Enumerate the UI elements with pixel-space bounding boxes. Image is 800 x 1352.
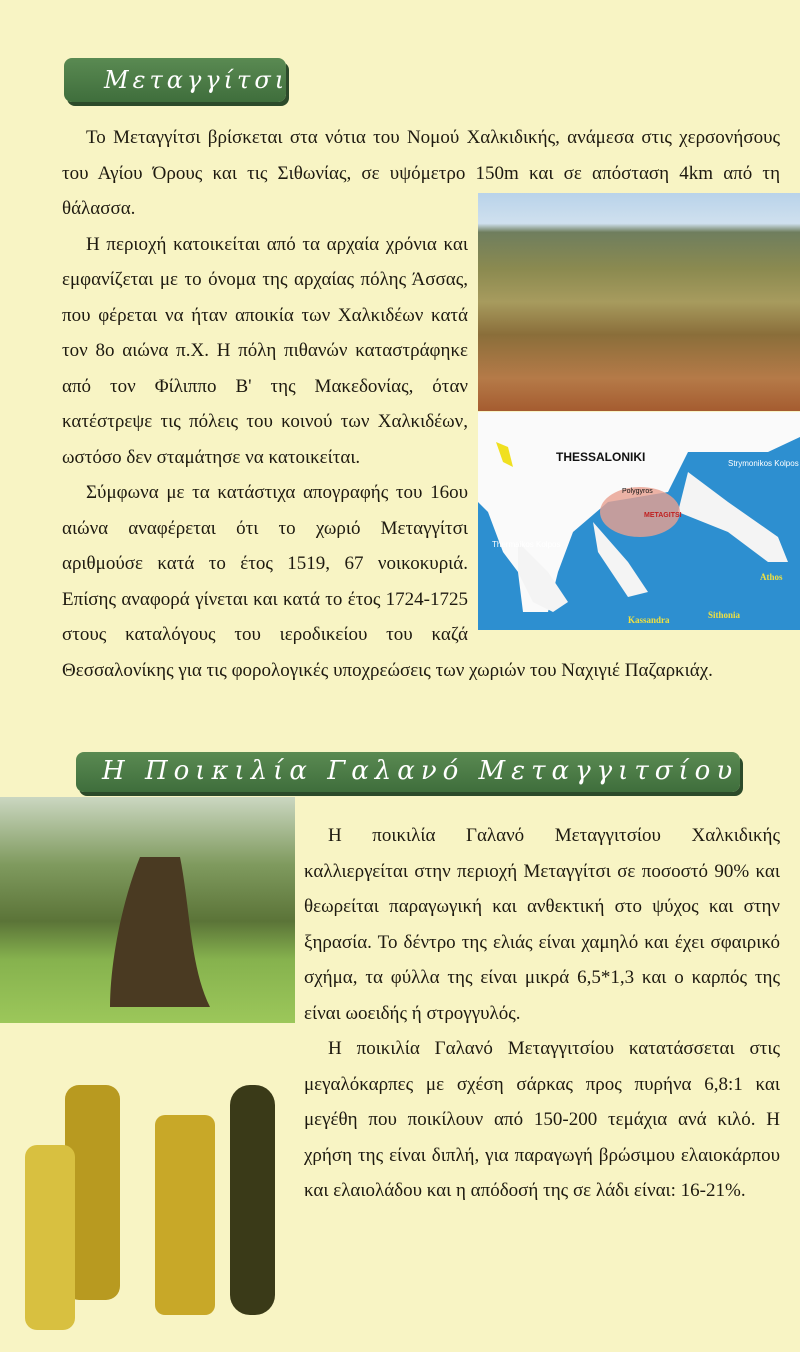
section1-text	[62, 120, 780, 688]
image-spacer	[468, 227, 780, 627]
section-title-metagitsi: Μεταγγίτσι	[64, 58, 286, 102]
paragraph: Το Μεταγγίτσι βρίσκεται στα νότια του Νομού Χαλκιδικής, ανάμεσα στις χερσονήσους του Αγίου Όρους και τις Σιθωνίας, σε υψόμετρο 150m και σε απόσταση 4km από τη θάλασσα.	[62, 127, 780, 219]
map-label-athos: Athos	[760, 572, 783, 582]
olive-oil-bottles-photo	[25, 1065, 290, 1333]
map-label-thessaloniki: THESSALONIKI	[556, 450, 646, 464]
olive-trunk	[0, 797, 295, 1023]
map-label-polygyros: Polygyros	[622, 488, 653, 495]
section-title-variety: Η Ποικιλία Γαλανό Μεταγγιτσίου	[76, 752, 740, 792]
paragraph: Η ποικιλία Γαλανό Μεταγγιτσίου Χαλκιδικής καλλιεργείται στην περιοχή Μεταγγίτσι σε ποσοστό 90% και θεωρείται παραγωγική και ανθεκτική στο ψύχος και στην ξηρασία. Το δέντρο της ελιάς είναι χαμηλό και έχει σφαιρικό σχήμα, τα φύλλα της είναι μικρά 6,5*1,3 και ο καρπός της είναι ωοειδής ή στρογγυλός.	[304, 825, 780, 1024]
paragraph: Σύμφωνα με τα κατάστιχα απογραφής του 16ου αιώνα αναφέρεται ότι το χωριό Μεταγγίτσι αριθμούσε κατά το έτος 1519, 67 νοικοκυριά. Επίσης αναφορά γίνεται και κατά το έτος 1724-1725 στους καταλόγους του ιεροδικείου του καζά Θεσσαλονίκης για τις φορολογικές υποχρεώσεις των χωριών του Ναχιγιέ Παζαρκιάχ.	[62, 482, 713, 681]
bottles-illustration	[25, 1065, 290, 1333]
section2-text	[304, 818, 780, 1209]
paragraph: Η περιοχή κατοικείται από τα αρχαία χρόνια και εμφανίζεται με το όνομα της αρχαίας πόλης Άσσας, που φέρεται να ήταν αποικία των Χαλκιδέων κατά τον 8ο αιώνα π.Χ. Η πόλη πιθανών καταστράφηκε από τον Φίλιππο Β' της Μακεδονίας, όταν κατέστρεψε τις πόλεις του κοινού των Χαλκιδέων, ωστόσο δεν σταμάτησε να κατοικείται.	[62, 233, 468, 468]
map-label-sithonia: Sithonia	[708, 610, 741, 620]
paragraph: Η ποικιλία Γαλανό Μεταγγιτσίου κατατάσσεται στις μεγαλόκαρπες με σχέση σάρκας προς πυρήνα 6,8:1 και μεγέθη που ποικίλουν από 150-200 τεμάχια ανά κιλό. Η χρήση της είναι διπλή, για παραγωγή βρώσιμου ελαιοκάρπου και ελαιολάδου και η απόδοσή της σε λάδι είναι: 16-21%.	[304, 1038, 780, 1201]
map-label-metagitsi: METAGITSI	[644, 512, 682, 519]
map-label-strymonikos: Strymonikos Kolpos	[728, 459, 799, 468]
map-label-thermaikos: Thermaikos Kolpos	[492, 540, 561, 549]
map-label-kassandra: Kassandra	[628, 615, 670, 625]
olive-tree-photo	[0, 797, 295, 1023]
